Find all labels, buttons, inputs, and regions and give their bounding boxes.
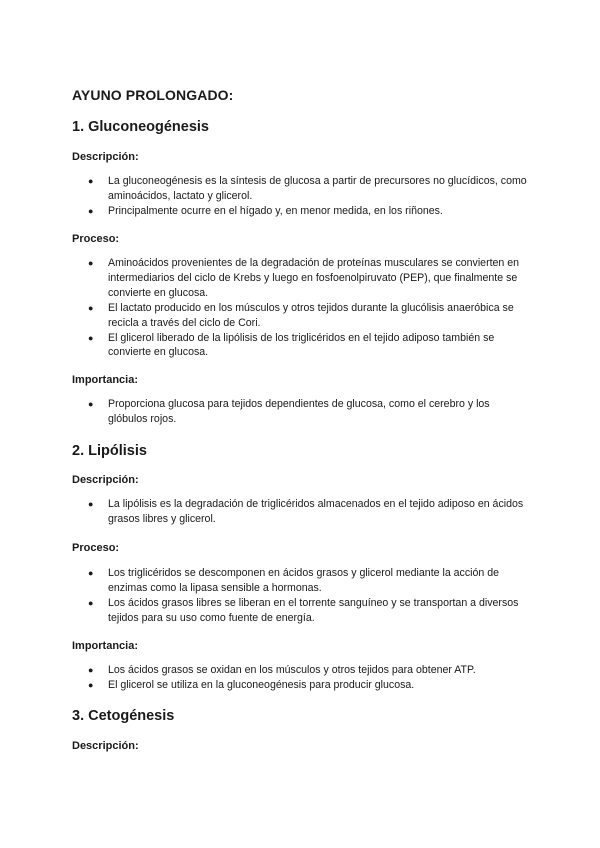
list-item-text: Los ácidos grasos se oxidan en los músculos y otros tejidos para obtener ATP. — [108, 664, 476, 676]
bullet-icon: ● — [88, 205, 94, 216]
list-item — [88, 174, 528, 204]
document-title: AYUNO PROLONGADO: — [72, 87, 234, 103]
list-item-text: Los ácidos grasos libres se liberan en el torrente sanguíneo y se transportan a diversos tejidos para su uso como fuente de energía. — [108, 596, 519, 624]
bullet-list — [88, 174, 528, 219]
bullet-icon: ● — [88, 332, 94, 343]
bullet-icon: ● — [88, 302, 94, 313]
bullet-icon: ● — [88, 665, 94, 675]
bullet-icon: ● — [88, 499, 94, 509]
bullet-icon: ● — [88, 679, 94, 690]
subheading-descripcion: Descripción: — [72, 740, 139, 752]
bullet-icon: ● — [88, 568, 94, 578]
subheading-descripcion: Descripción: — [72, 151, 139, 163]
list-item-text: Aminoácidos provenientes de la degradación de proteínas musculares se convierten en intermediarios del ciclo de Krebs y luego en fosfoenolpiruvato (PEP), que finalmente se convierte en glucosa. — [108, 257, 520, 299]
subheading-descripcion: Descripción: — [72, 474, 139, 486]
bullet-icon: ● — [88, 597, 94, 608]
bullet-list — [88, 256, 528, 360]
list-item — [88, 663, 528, 678]
list-item — [88, 678, 528, 693]
bullet-list — [88, 497, 528, 527]
section-heading-gluconeogenesis: 1. Gluconeogénesis — [72, 119, 209, 135]
bullet-icon: ● — [88, 399, 94, 409]
list-item-text: La gluconeogénesis es la síntesis de glucosa a partir de precursores no glucídicos, como aminoácidos, lactato y glicerol. — [108, 175, 527, 202]
list-item — [88, 397, 528, 427]
list-item-text: El glicerol se utiliza en la gluconeogénesis para producir glucosa. — [108, 678, 415, 691]
list-item — [88, 204, 528, 219]
list-item-text: Proporciona glucosa para tejidos dependientes de glucosa, como el cerebro y los glóbulos rojos. — [108, 398, 490, 425]
subheading-importancia: Importancia: — [72, 374, 139, 386]
list-item-text: Principalmente ocurre en el hígado y, en menor medida, en los riñones. — [108, 204, 443, 217]
list-item — [88, 256, 528, 301]
list-item — [88, 497, 528, 527]
bullet-icon: ● — [88, 176, 94, 186]
list-item-text: La lipólisis es la degradación de triglicéridos almacenados en el tejido adiposo en ácidos grasos libres y glicerol. — [108, 498, 524, 525]
bullet-list — [88, 566, 528, 626]
list-item — [88, 301, 528, 331]
list-item — [88, 331, 528, 361]
bullet-icon: ● — [88, 258, 94, 268]
subheading-importancia: Importancia: — [72, 640, 139, 652]
bullet-list — [88, 397, 528, 427]
bullet-list — [88, 663, 528, 693]
list-item-text: El lactato producido en los músculos y otros tejidos durante la glucólisis anaeróbica se recicla a través del ciclo de Cori. — [108, 301, 514, 329]
list-item-text: El glicerol liberado de la lipólisis de los triglicéridos en el tejido adiposo también se convierte en glucosa. — [108, 331, 495, 359]
subheading-proceso: Proceso: — [72, 233, 120, 245]
subheading-proceso: Proceso: — [72, 542, 120, 554]
section-heading-cetogenesis: 3. Cetogénesis — [72, 708, 175, 724]
list-item — [88, 596, 528, 626]
list-item — [88, 566, 528, 596]
section-heading-lipolisis: 2. Lipólisis — [72, 443, 147, 459]
list-item-text: Los triglicéridos se descomponen en ácidos grasos y glicerol mediante la acción de enzimas como la lipasa sensible a hormonas. — [108, 567, 500, 594]
